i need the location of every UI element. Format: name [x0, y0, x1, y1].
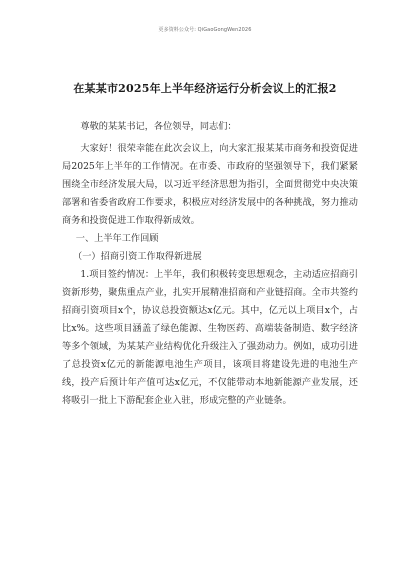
header-watermark: 更多资料公众号: QiGaoGongWen2026	[158, 27, 252, 33]
document-title: 在某某市2025年上半年经济运行分析会议上的汇报2	[73, 82, 337, 95]
document-body	[62, 118, 358, 410]
salutation: 尊敬的某某书记，各位领导，同志们：	[80, 121, 237, 132]
section-heading-review: 一、上半年工作回顾	[75, 233, 159, 244]
intro-paragraph: 大家好！很荣幸能在此次会议上，向大家汇报某某市商务和投资促进局2025年上半年的工作情况。在市委、市政府的坚强领导下，我们紧紧围绕全市经济发展大局，以习近平经济思想为指引，全面贯彻党中央决策部署和省委省政府工作要求，积极应对经济发展中的各种挑战，努力推动商务和投资促进工作取得新成效。	[62, 143, 358, 226]
subsection-heading-investment: （一）招商引资工作取得新进展	[73, 251, 202, 262]
project-signing-paragraph: 1.项目签约情况：上半年，我们积极转变思想观念，主动适应招商引资新形势，聚焦重点产业，扎实开展精准招商和产业链招商。全市共签约招商引资项目x个，协议总投资额达x亿元。其中，亿元以上项目x个，占比x%。这些项目涵盖了绿色能源、生物医药、高端装备制造、数字经济等多个领域，为某某产业结构优化升级注入了强劲动力。例如，成功引进了总投资x亿元的新能源电池生产项目，该项目将建设先进的电池生产线，投产后预计年产值可达x亿元，不仅能带动本地新能源产业发展，还将吸引一批上下游配套企业入驻，形成完整的产业链条。	[62, 269, 358, 406]
